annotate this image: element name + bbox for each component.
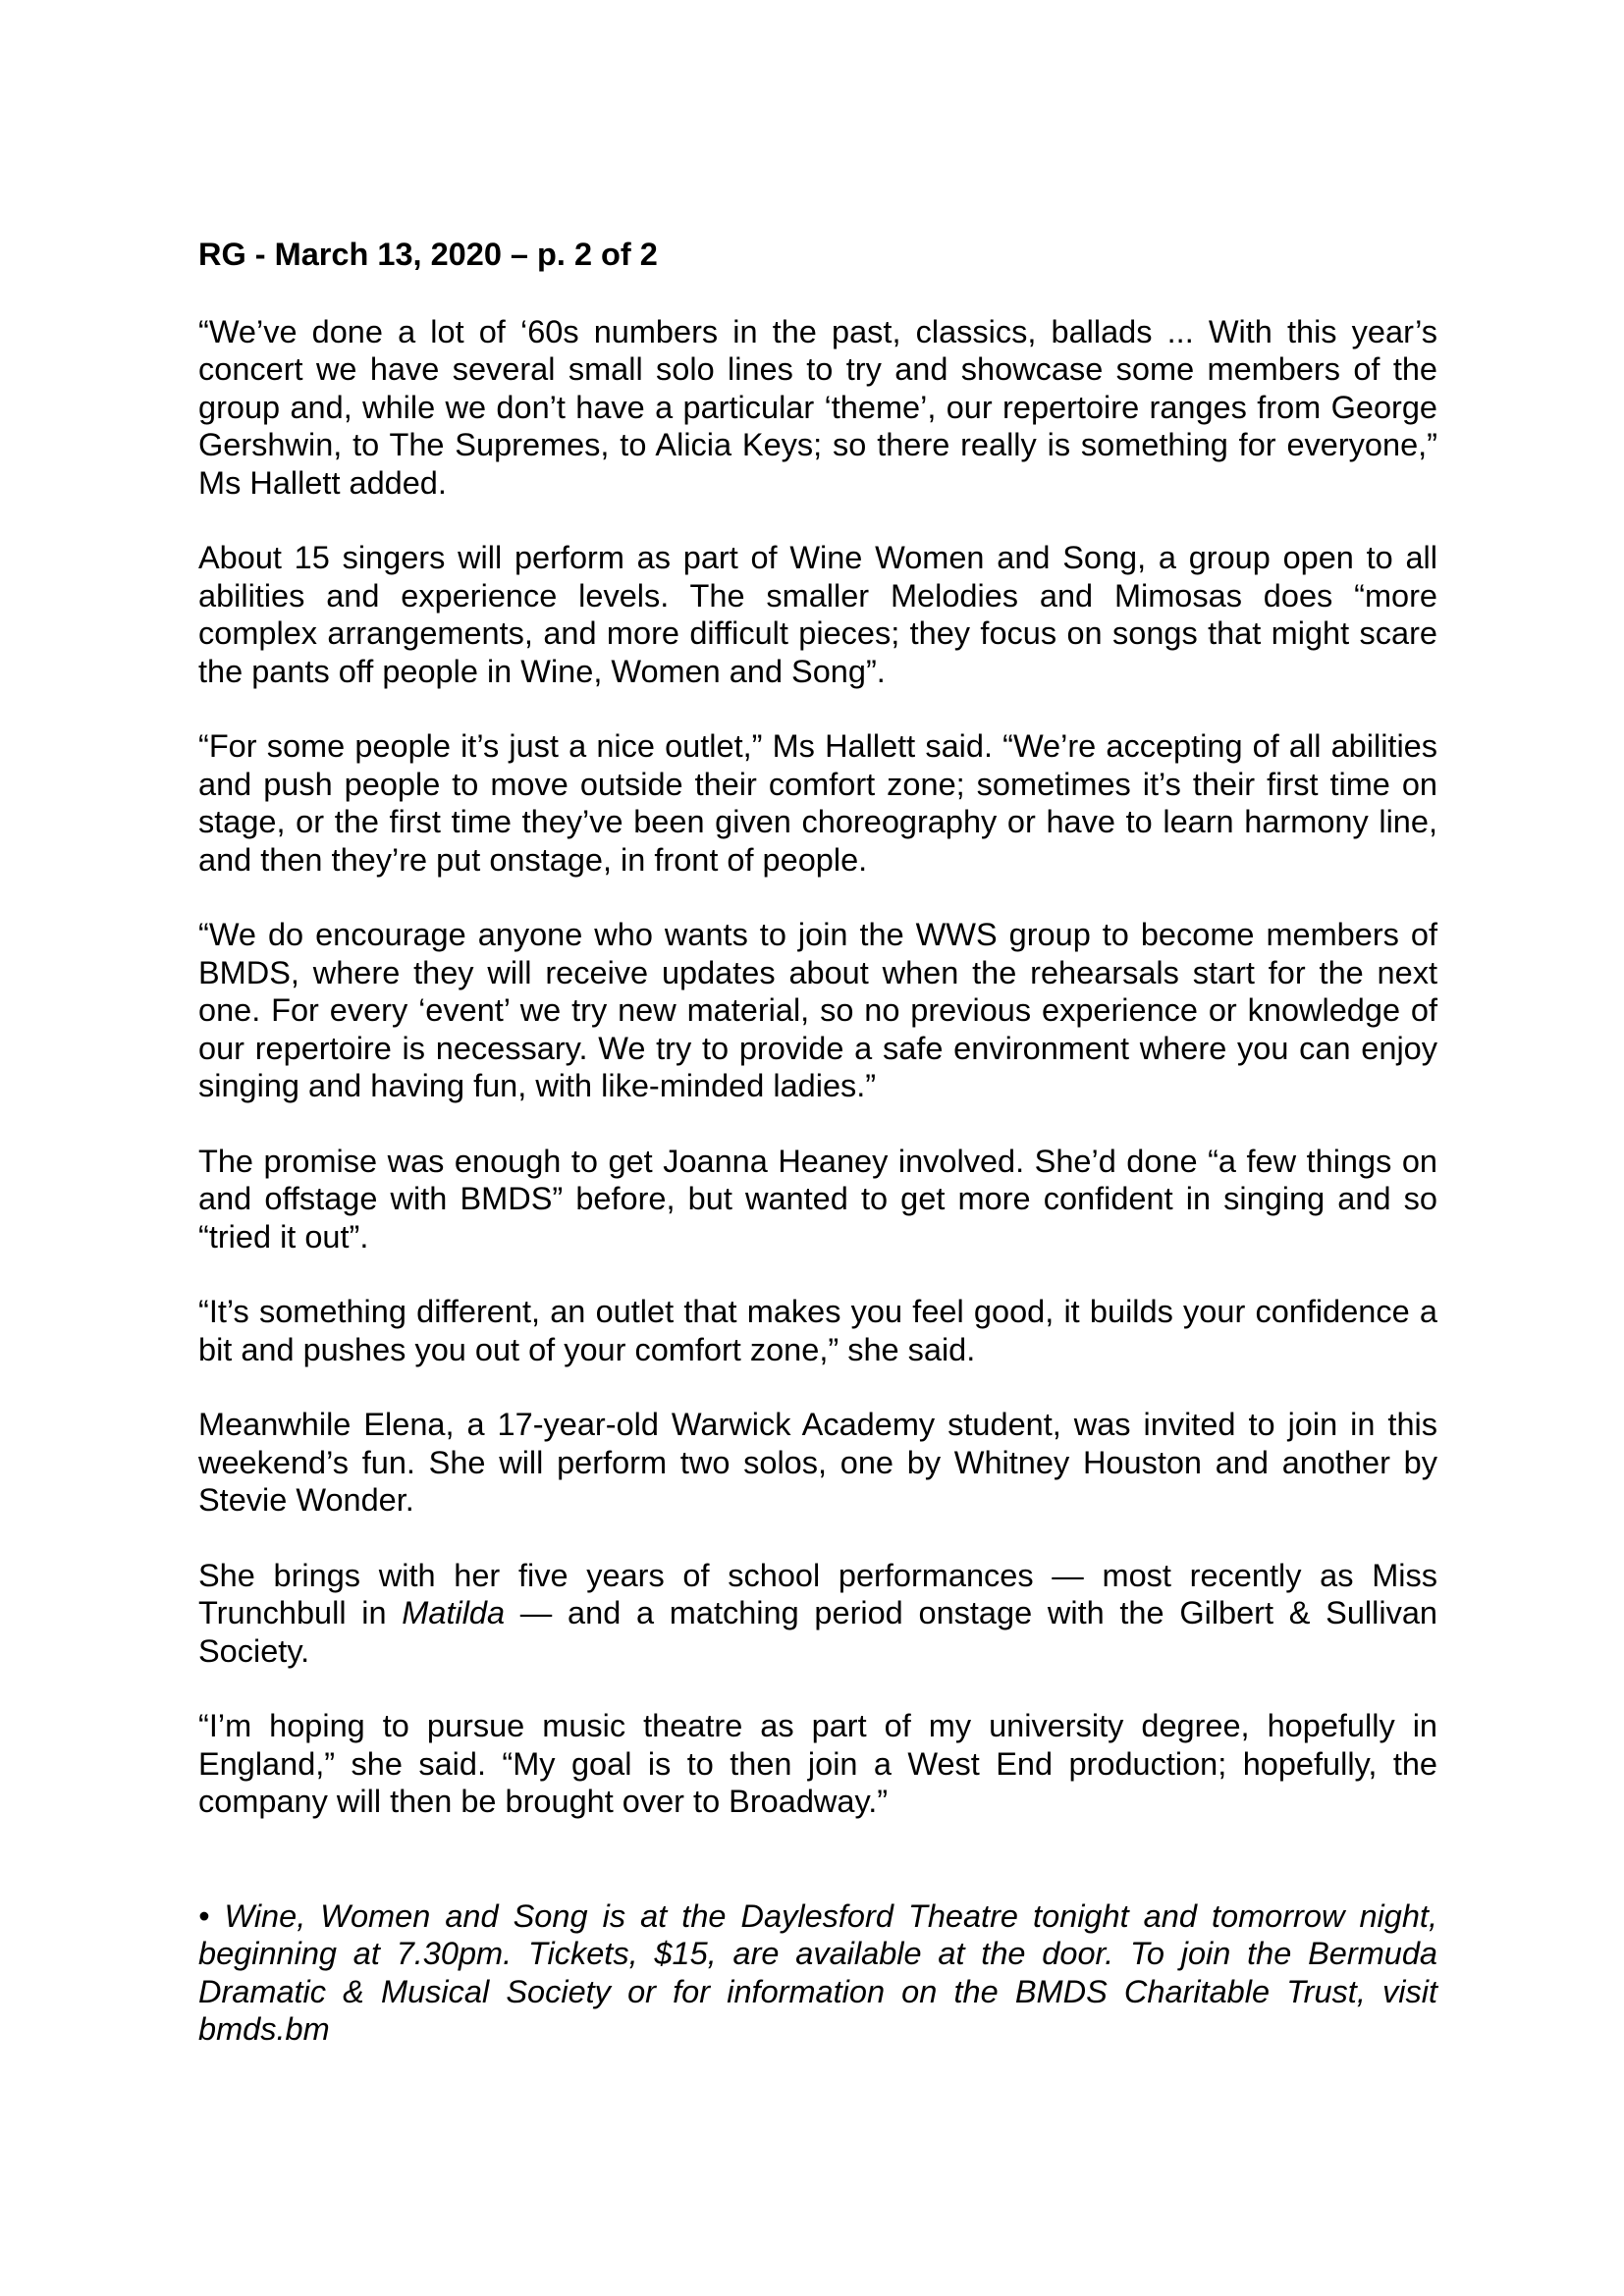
show-title-italic: Matilda [402,1595,506,1630]
paragraph-1: “We’ve done a lot of ‘60s numbers in the past, classics, ballads ... With this year’s concert we have several small solo lines to try and showcase some members of the group and, while we don’t have a particular ‘theme’, our repertoire ranges from George Gershwin, to The Supremes, to Alicia Keys; so there really is something for everyone,” Ms Hallett added. [198,313,1437,501]
paragraph-6: “It’s something different, an outlet that makes you feel good, it builds your confidence a bit and pushes you out of your comfort zone,” she said. [198,1294,1437,1367]
document-page [198,236,1437,2080]
paragraph-8-text-before: She brings with her five years of school performances — most recently as Miss Trunchbull in [198,1557,1437,1630]
paragraph-2: About 15 singers will perform as part of Wine Women and Song, a group open to all abilities and experience levels. The smaller Melodies and Mimosas does “more complex arrangements, and more difficult pieces; they focus on songs that might scare the pants off people in Wine, Women and Song”. [198,540,1437,689]
paragraph-9: “I’m hoping to pursue music theatre as part of my university degree, hopefully in England,” she said. “My goal is to then join a West End production; hopefully, the company will then be brought over to Broadway.” [198,1708,1437,1819]
paragraph-8 [198,1557,1437,1671]
paragraph-5: The promise was enough to get Joanna Heaney involved. She’d done “a few things on and offstage with BMDS” before, but wanted to get more confident in singing and so “tried it out”. [198,1143,1437,1255]
paragraph-8-text-after: — and a matching period onstage with the Gilbert & Sullivan Society. [198,1595,1437,1669]
page-heading: RG - March 13, 2020 – p. 2 of 2 [198,237,658,272]
paragraph-7: Meanwhile Elena, a 17-year-old Warwick Academy student, was invited to join in this weekend’s fun. She will perform two solos, one by Whitney Houston and another by Stevie Wonder. [198,1407,1437,1518]
paragraph-4: “We do encourage anyone who wants to join the WWS group to become members of BMDS, where they will receive updates about when the rehearsals start for the next one. For every ‘event’ we try new material, so no previous experience or knowledge of our repertoire is necessary. We try to provide a safe environment where you can enjoy singing and having fun, with like-minded ladies.” [198,917,1437,1103]
paragraph-3: “For some people it’s just a nice outlet,” Ms Hallett said. “We’re accepting of all abilities and push people to move outside their comfort zone; sometimes it’s their first time on stage, or the first time they’ve been given choreography or have to learn harmony line, and then they’re put onstage, in front of people. [198,728,1437,878]
event-info-note: • Wine, Women and Song is at the Daylesford Theatre tonight and tomorrow night, beginning at 7.30pm. Tickets, $15, are available at the door. To join the Bermuda Dramatic & Musical Society or for information on the BMDS Charitable Trust, visit bmds.bm [198,1897,1437,2047]
